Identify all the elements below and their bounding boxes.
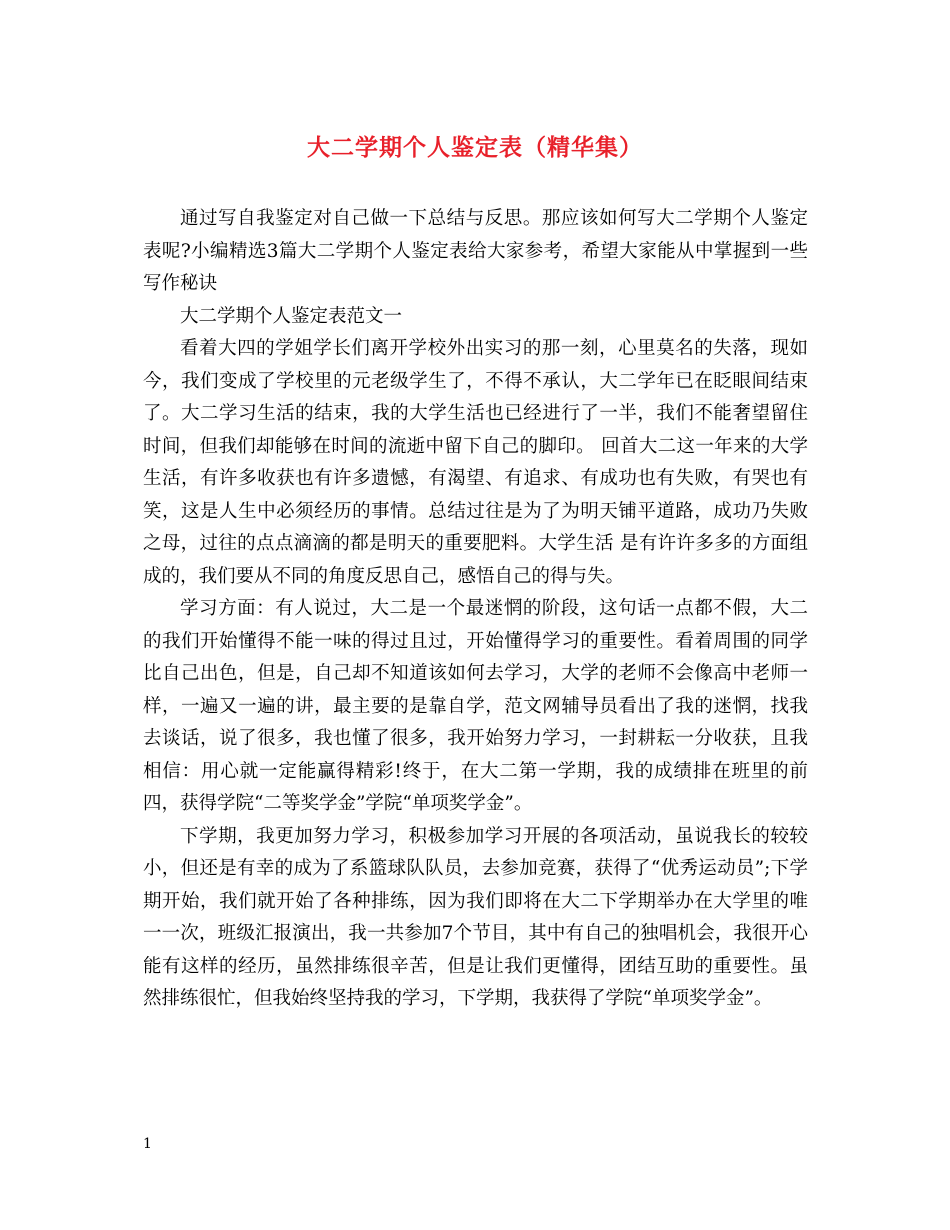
- body-paragraph-2: 学习方面：有人说过，大二是一个最迷惘的阶段，这句话一点都不假，大二的我们开始懂得不能一味的得过且过，开始懂得学习的重要性。看着周围的同学比自己出色，但是，自己却不知道该如何去学习，大学的老师不会像高中老师一样，一遍又一遍的讲，最主要的是靠自学，范文网辅导员看出了我的迷惘，找我去谈话，说了很多，我也懂了很多，我开始努力学习，一封耕耘一分收获，且我相信：用心就一定能赢得精彩!终于，在大二第一学期，我的成绩排在班里的前四，获得学院“二等奖学金”学院“单项奖学金”。: [143, 598, 808, 814]
- page-number: 1: [143, 1136, 152, 1152]
- section-heading: 大二学期个人鉴定表范文一: [180, 305, 403, 327]
- document-title: 大二学期个人鉴定表（精华集）: [307, 134, 643, 161]
- body-paragraph-1: 看着大四的学姐学长们离开学校外出实习的那一刻，心里莫名的失落，现如今，我们变成了学校里的元老级学生了，不得不承认，大二学年已在眨眼间结束了。大二学习生活的结束，我的大学生活也已经进行了一半，我们不能奢望留住时间，但我们却能够在时间的流逝中留下自己的脚印。 回首大二这一年来的大学生活，有许多收获也有许多遗憾，有渴望、有追求、有成功也有失败，有哭也有笑，这是人生中必须经历的事情。总结过往是为了为明天铺平道路，成功乃失败之母，过往的点点滴滴的都是明天的重要肥料。大学生活 是有许许多多的方面组成的，我们要从不同的角度反思自己，感悟自己的得与失。: [143, 338, 808, 587]
- document-body: [143, 203, 808, 1016]
- intro-paragraph: 通过写自我鉴定对自己做一下总结与反思。那应该如何写大二学期个人鉴定表呢?小编精选3篇大二学期个人鉴定表给大家参考，希望大家能从中掌握到一些写作秘诀: [143, 208, 808, 294]
- body-paragraph-3: 下学期，我更加努力学习，积极参加学习开展的各项活动，虽说我长的较较小，但还是有幸的成为了系篮球队队员，去参加竞赛，获得了“优秀运动员”;下学期开始，我们就开始了各种排练，因为我们即将在大二下学期举办在大学里的唯一一次，班级汇报演出，我一共参加7个节目，其中有自己的独唱机会，我很开心能有这样的经历，虽然排练很辛苦，但是让我们更懂得，团结互助的重要性。虽然排练很忙，但我始终坚持我的学习，下学期，我获得了学院“单项奖学金”。: [143, 825, 808, 1009]
